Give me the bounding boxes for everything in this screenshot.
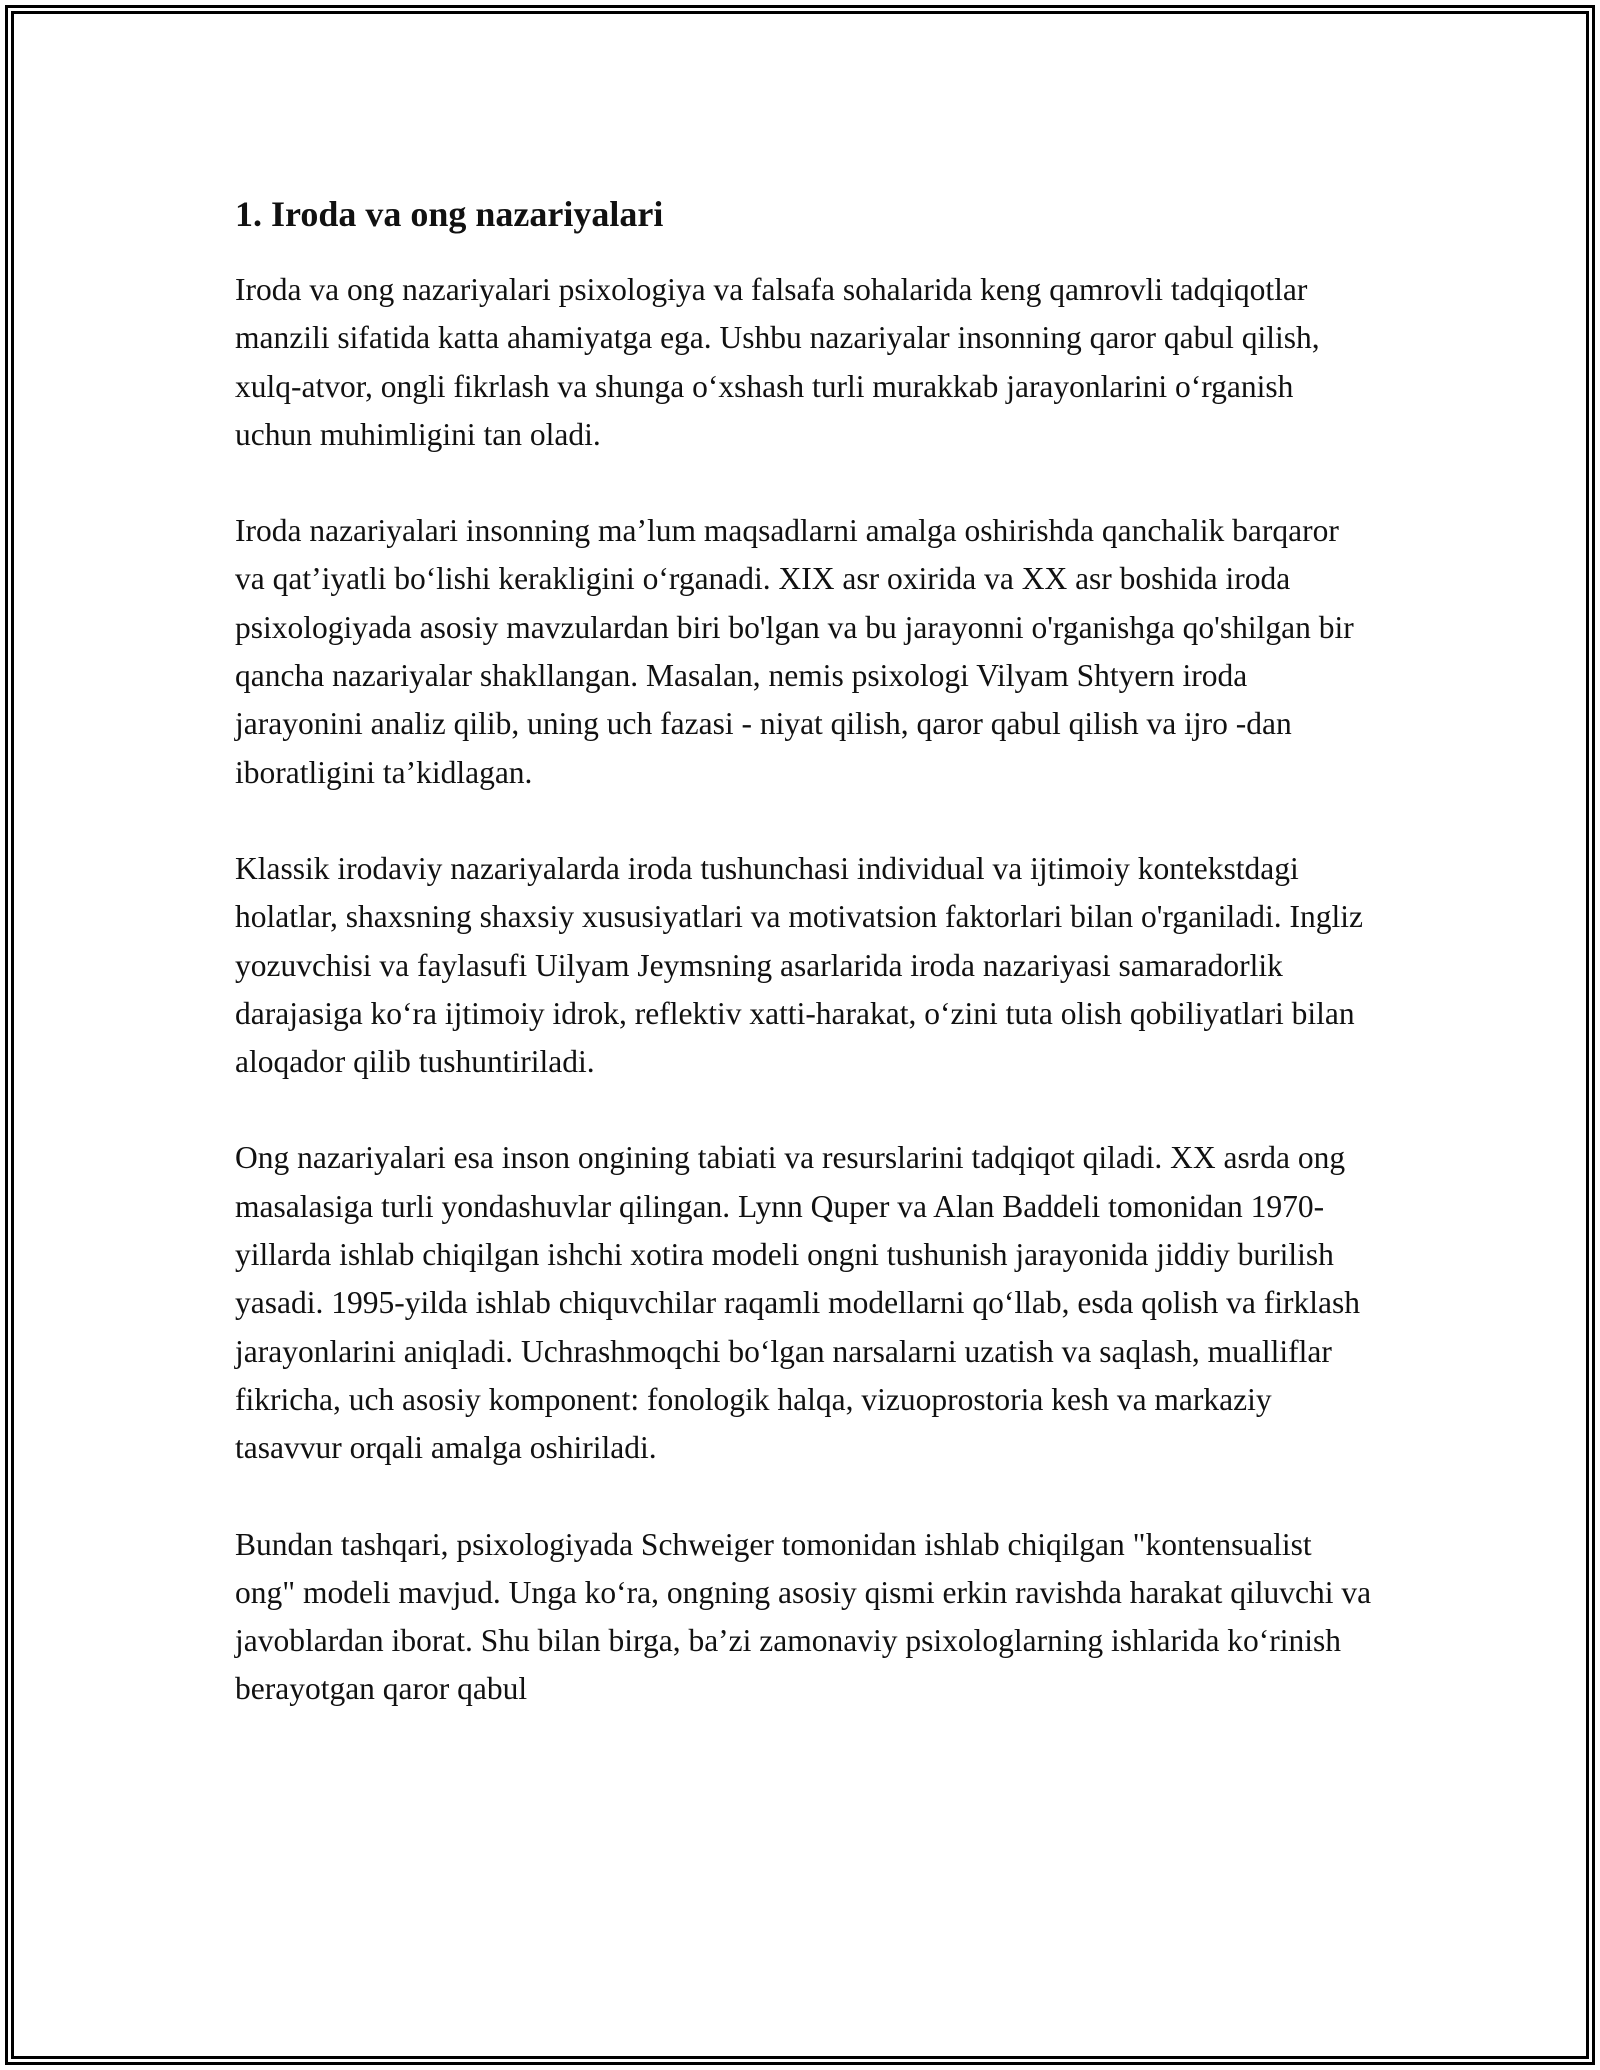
paragraph-1: Iroda va ong nazariyalari psixologiya va falsafa sohalarida keng qamrovli tadqiqotlar manzili sifatida katta ahamiyatga ega. Ushbu nazariyalar insonning qaror qabul qilish, xulq-atvor, ongli fikrlash va shunga oʻxshash turli murakkab jarayonlarini oʻrganish uchun muhimligini tan oladi. [235, 272, 1320, 452]
paragraph-5: Bundan tashqari, psixologiyada Schweiger tomonidan ishlab chiqilgan "kontensualist ong" modeli mavjud. Unga koʻra, ongning asosiy qismi erkin ravishda harakat qiluvchi va javoblardan iborat. Shu bilan birga, baʼzi zamonaviy psixologlarning ishlarida koʻrinish berayotgan qaror qabul [235, 1526, 1372, 1707]
paragraph-4: Ong nazariyalari esa inson ongining tabiati va resurslarini tadqiqot qiladi. XX asrda ong masalasiga turli yondashuvlar qilingan. Lynn Quper va Alan Baddeli tomonidan 1970-yillarda ishlab chiqilgan ishchi xotira modeli ongni tushunish jarayonida jiddiy burilish yasadi. 1995-yilda ishlab chiquvchilar raqamli modellarni qoʻllab, esda qolish va firklash jarayonlarini aniqladi. Uchrashmoqchi boʻlgan narsalarni uzatish va saqlash, mualliflar fikricha, uch asosiy komponent: fonologik halqa, vizuoprostoria kesh va markaziy tasavvur orqali amalga oshiriladi. [235, 1140, 1360, 1466]
document-body [235, 186, 1375, 1714]
paragraph-2: Iroda nazariyalari insonning maʼlum maqsadlarni amalga oshirishda qanchalik barqaror va qatʼiyatli boʻlishi kerakligini oʻrganadi. XIX asr oxirida va XX asr boshida iroda psixologiyada asosiy mavzulardan biri bo'lgan va bu jarayonni o'rganishga qo'shilgan bir qancha nazariyalar shakllangan. Masalan, nemis psixologi Vilyam Shtyern iroda jarayonini analiz qilib, uning uch fazasi - niyat qilish, qaror qabul qilish va ijro -dan iboratligini taʼkidlagan. [235, 513, 1354, 790]
paragraph-3: Klassik irodaviy nazariyalarda iroda tushunchasi individual va ijtimoiy kontekstdagi holatlar, shaxsning shaxsiy xususiyatlari va motivatsion faktorlari bilan o'rganiladi. Ingliz yozuvchisi va faylasufi Uilyam Jeymsning asarlarida iroda nazariyasi samaradorlik darajasiga koʻra ijtimoiy idrok, reflektiv xatti-harakat, oʻzini tuta olish qobiliyatlari bilan aloqador qilib tushuntiriladi. [235, 850, 1363, 1080]
section-heading: 1. Iroda va ong nazariyalari [235, 194, 664, 234]
